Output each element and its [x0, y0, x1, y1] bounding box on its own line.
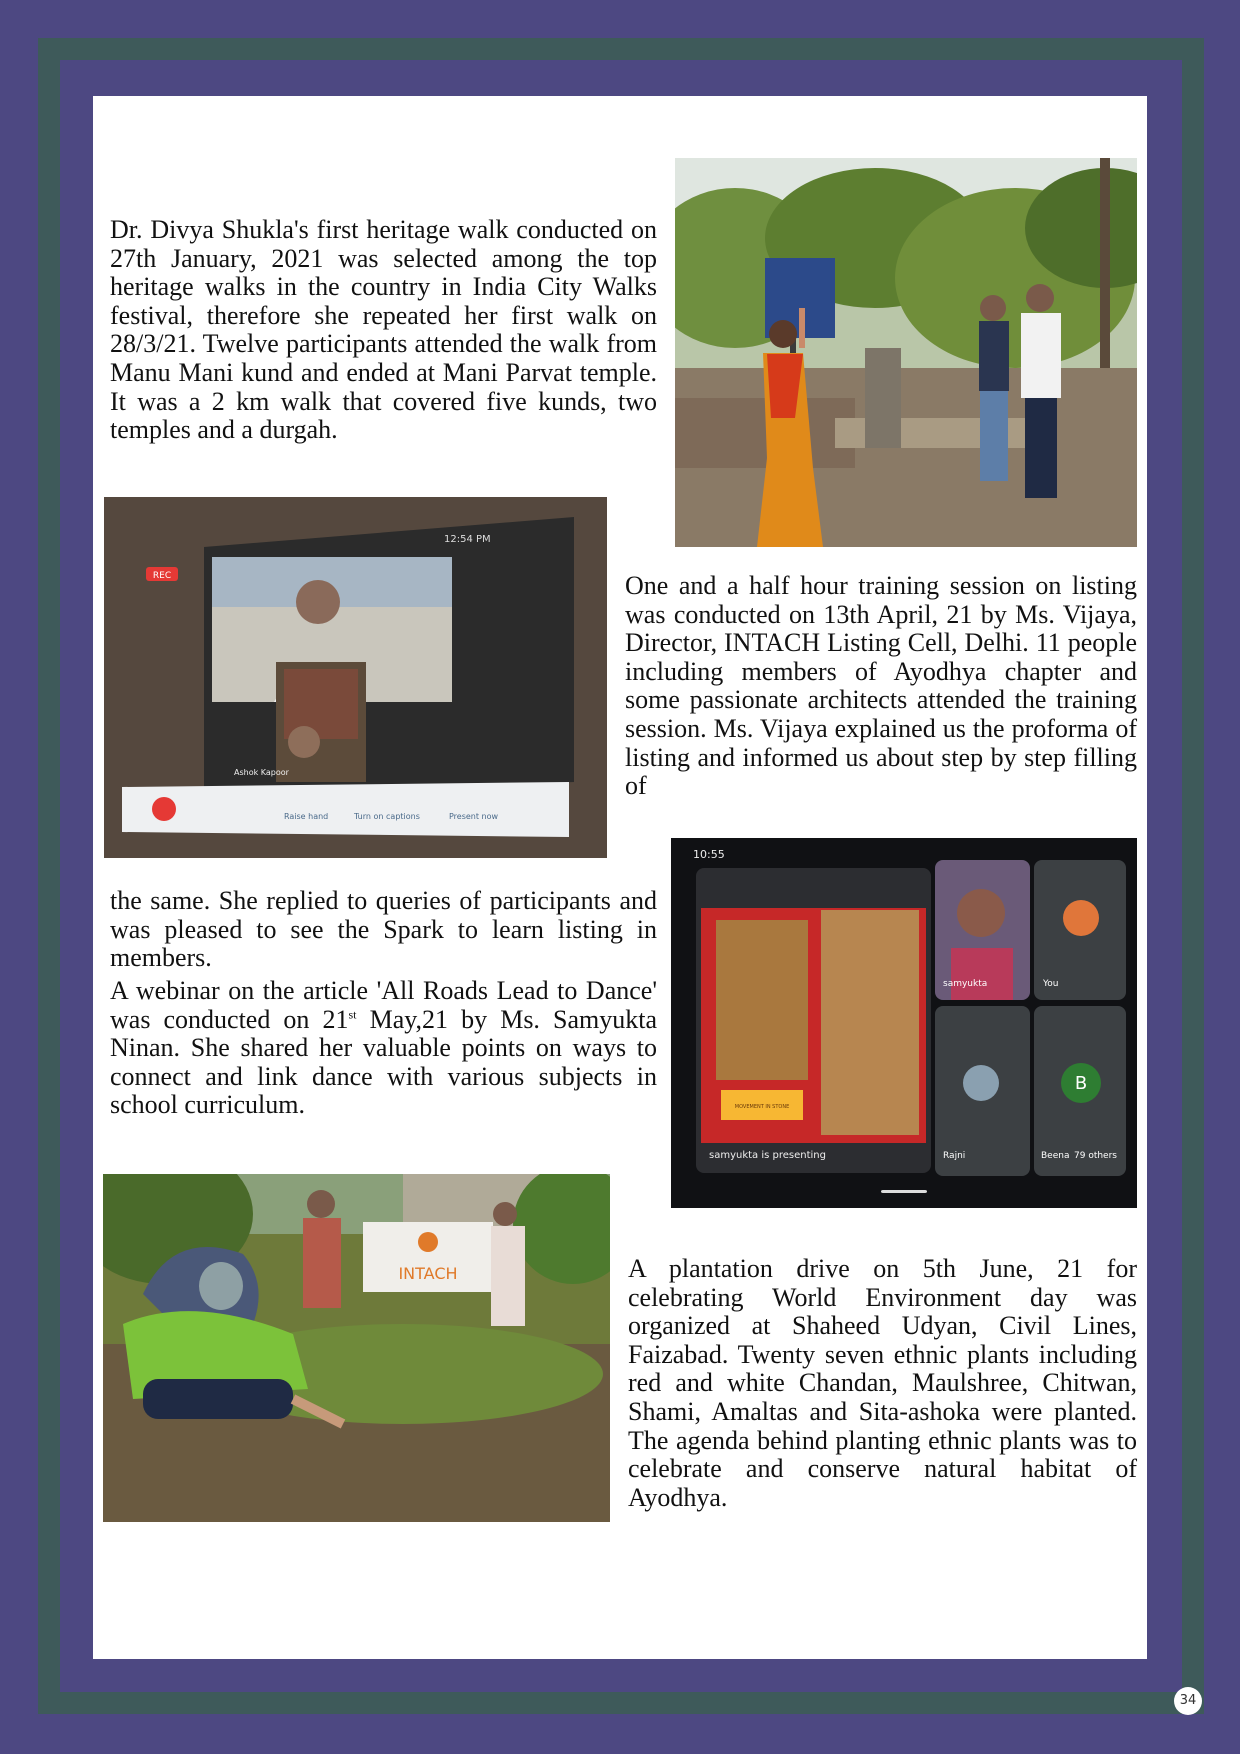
participant-beena-initial: B	[1074, 1073, 1088, 1094]
participant-rajni: Rajni	[943, 1151, 966, 1161]
photo-webinar	[671, 838, 1137, 1208]
photo-training-session	[104, 497, 607, 858]
intach-banner: INTACH	[398, 1264, 458, 1283]
webinar-text-start: A webinar on the article 'All Roads Lead to Dance' was conducted on 21	[110, 976, 657, 1034]
plantation-drive-image	[103, 1174, 610, 1522]
photo-heritage-walk	[675, 158, 1137, 547]
training-session-image	[104, 497, 607, 858]
heritage-walk-image	[675, 158, 1137, 547]
page-number: 34	[1174, 1687, 1202, 1715]
zoom-participant-name: Ashok Kapoor	[234, 768, 289, 777]
paragraph-plantation-drive: A plantation drive on 5th June, 21 for celebrating World Environment day was organized at Shaheed Udyan, Civil Lines, Faizabad. Twenty seven ethnic plants including red and white Chandan, Maulshree, Chitwan, Shami, Amaltas and Sita-ashoka were planted. The agenda behind planting ethnic plants was to celebrate and conserve natural habitat of Ayodhya.	[628, 1254, 1137, 1512]
paragraph-listing-followup: the same. She replied to queries of participants and was pleased to see the Spark to learn listing in members.	[110, 886, 657, 973]
page-content	[93, 96, 1147, 1659]
webinar-date-suffix: st	[348, 1006, 357, 1021]
slide-button-label: MOVEMENT IN STONE	[734, 1104, 790, 1110]
end-call-icon	[152, 797, 176, 821]
webinar-image	[671, 838, 1137, 1208]
zoom-time: 12:54 PM	[444, 534, 491, 545]
paragraph-webinar	[110, 977, 657, 1120]
presenting-label: samyukta is presenting	[709, 1150, 826, 1161]
participant-beena: Beena	[1041, 1151, 1070, 1161]
rec-badge: REC	[152, 571, 172, 581]
status-time: 10:55	[693, 848, 725, 861]
zoom-toolbar-present: Present now	[449, 812, 499, 821]
zoom-toolbar-raise-hand: Raise hand	[284, 812, 329, 821]
zoom-toolbar-captions: Turn on captions	[354, 812, 420, 821]
webinar-text-end: May,21 by Ms. Samyukta Ninan. She shared her valuable points on ways to connect and link dance with various subjects in school curriculum.	[110, 1004, 657, 1120]
paragraph-training-session: One and a half hour training session on listing was conducted on 13th April, 21 by Ms. Vijaya, Director, INTACH Listing Cell, Delhi. 11 people including members of Ayodhya chapter and some passionate architects attended the training session. Ms. Vijaya explained us the proforma of listing and informed us about step by step filling of	[625, 571, 1137, 801]
photo-plantation-drive	[103, 1174, 610, 1522]
others-count: 79 others	[1074, 1151, 1117, 1161]
paragraph-heritage-walk: Dr. Divya Shukla's first heritage walk conducted on 27th January, 2021 was selected among the top heritage walks in the country in India City Walks festival, therefore she repeated her first walk on 28/3/21. Twelve participants attended the walk from Manu Mani kund and ended at Mani Parvat temple. It was a 2 km walk that covered five kunds, two temples and a durgah.	[110, 215, 657, 445]
participant-you: You	[1043, 979, 1059, 989]
participant-samyukta: samyukta	[943, 979, 988, 989]
